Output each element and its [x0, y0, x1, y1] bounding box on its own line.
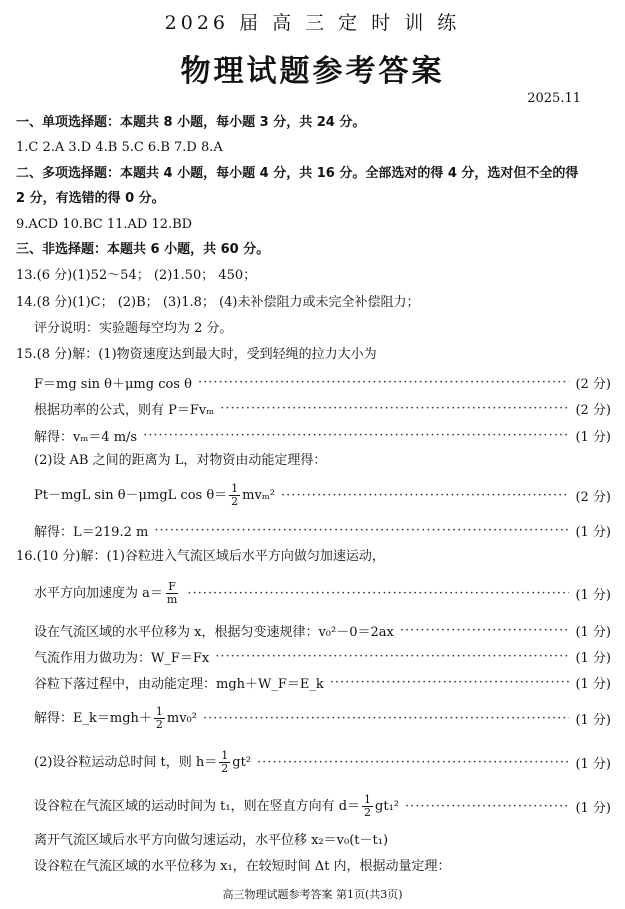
fraction-numerator: 1: [155, 704, 163, 718]
leader-dots: [281, 488, 569, 503]
step-text: F＝mg sin θ＋μmg cos θ: [34, 376, 192, 392]
page-footer: 高三物理试题参考答案 第1页(共3页): [222, 888, 403, 901]
equation-left: (2)设谷粒运动总时间 t，则 h＝: [34, 754, 218, 770]
leader-dots: [257, 755, 569, 770]
leader-dots: [330, 675, 570, 690]
q15-step1: [34, 372, 611, 392]
q16-step6: [34, 746, 611, 778]
step-score: (1 分): [575, 800, 611, 816]
step-score: (2 分): [575, 402, 611, 418]
q15-step5: [34, 520, 611, 540]
exam-title: 2026 届 高 三 定 时 训 练: [164, 12, 461, 34]
fraction-f-over-m: [165, 581, 179, 606]
leader-dots: [154, 523, 569, 538]
leader-dots: [215, 649, 569, 664]
q16-step4: [34, 672, 611, 692]
fraction-half: [362, 794, 373, 819]
q16-step7: [34, 790, 611, 822]
equation-right: mvₘ²: [242, 487, 276, 503]
step-score: (1 分): [575, 429, 611, 445]
step-text: 谷粒下落过程中，由动能定理：mgh＋W_F＝E_k: [34, 676, 324, 692]
q16-step5: [34, 702, 611, 734]
q15-step2: [34, 398, 611, 418]
q16-step2: [34, 620, 611, 640]
q15-intro: 15.(8 分)解：(1)物资速度达到最大时，受到轻绳的拉力大小为: [16, 347, 377, 362]
fraction-numerator: 1: [364, 792, 372, 806]
q14-note: 评分说明：实验题每空均为 2 分。: [34, 321, 233, 336]
step-text: [34, 794, 399, 819]
step-score: (1 分): [575, 756, 611, 772]
fraction-denominator: 2: [231, 494, 239, 508]
section1-answers: 1.C 2.A 3.D 4.B 5.C 6.B 7.D 8.A: [16, 140, 223, 155]
fraction-denominator: 2: [155, 717, 163, 731]
document-date: 2025.11: [527, 91, 581, 106]
fraction-denominator: 2: [364, 805, 372, 819]
step-text: [34, 750, 251, 775]
q16-intro: 16.(10 分)解：(1)谷粒进入气流区域后水平方向做匀加速运动，: [16, 549, 385, 564]
step-text: [34, 706, 197, 731]
equation-left: 水平方向加速度为 a＝: [34, 585, 163, 601]
q15-part2-intro: (2)设 AB 之间的距离为 L，对物资由动能定理得：: [34, 453, 327, 468]
section2-heading-line1: 二、多项选择题：本题共 4 小题，每小题 4 分，共 16 分。全部选对的得 4 分，选对但不全的得: [16, 166, 579, 181]
q14-answer: 14.(8 分)(1)C； (2)B； (3)1.8； (4)未补偿阻力或未完全补偿阻力；: [16, 295, 420, 310]
section1-heading: 一、单项选择题：本题共 8 小题，每小题 3 分，共 24 分。: [16, 115, 366, 130]
equation-right: gt²: [232, 754, 252, 770]
step-score: (1 分): [575, 712, 611, 728]
step-score: (1 分): [575, 676, 611, 692]
document-title: 物理试题参考答案: [180, 54, 445, 89]
step-text: 设在气流区域的水平位移为 x，根据匀变速规律：v₀²－0＝2ax: [34, 624, 394, 640]
section2-answers: 9.ACD 10.BC 11.AD 12.BD: [16, 217, 193, 232]
step-text: 解得：L＝219.2 m: [34, 524, 149, 540]
fraction-half: [229, 483, 240, 508]
step-text: [34, 483, 275, 508]
q16-step3: [34, 646, 611, 666]
fraction-denominator: m: [166, 592, 178, 606]
step-text: 解得：vₘ＝4 m/s: [34, 429, 138, 445]
leader-dots: [203, 711, 569, 726]
q16-step1: [34, 576, 611, 610]
leader-dots: [187, 586, 569, 601]
fraction-half: [219, 750, 230, 775]
equation-left: Pt－mgL sin θ－μmgL cos θ＝: [34, 487, 228, 503]
q15-step3: [34, 425, 611, 445]
step-score: (1 分): [575, 624, 611, 640]
step-text: [34, 581, 181, 606]
step-score: (1 分): [575, 650, 611, 666]
step-text: 气流作用力做功为：W_F＝Fx: [34, 650, 210, 666]
q13-answer: 13.(6 分)(1)52～54； (2)1.50； 450；: [16, 268, 257, 283]
q15-step4: [34, 480, 611, 510]
equation-right: mv₀²: [166, 710, 197, 726]
q16-step8: 离开气流区域后水平方向做匀速运动，水平位移 x₂＝v₀(t－t₁): [34, 833, 389, 848]
step-score: (1 分): [575, 524, 611, 540]
leader-dots: [400, 623, 570, 638]
equation-right: gt₁²: [375, 798, 399, 814]
fraction-numerator: 1: [221, 748, 229, 762]
fraction-numerator: 1: [231, 481, 239, 495]
q16-step9: 设谷粒在气流区域的水平位移为 x₁，在较短时间 Δt 内，根据动量定理：: [34, 859, 451, 874]
step-score: (1 分): [575, 587, 611, 603]
step-text: 根据功率的公式，则有 P＝Fvₘ: [34, 402, 215, 418]
fraction-half: [154, 706, 165, 731]
leader-dots: [405, 799, 569, 814]
leader-dots: [143, 428, 569, 443]
step-score: (2 分): [575, 489, 611, 505]
section3-heading: 三、非选择题：本题共 6 小题，共 60 分。: [16, 242, 270, 257]
step-score: (2 分): [575, 376, 611, 392]
fraction-numerator: F: [168, 579, 176, 593]
fraction-denominator: 2: [221, 761, 229, 775]
leader-dots: [198, 375, 570, 390]
leader-dots: [220, 401, 569, 416]
equation-left: 解得：E_k＝mgh＋: [34, 710, 152, 726]
section2-heading-line2: 2 分，有选错的得 0 分。: [16, 191, 165, 206]
equation-left: 设谷粒在气流区域的运动时间为 t₁，则在竖直方向有 d＝: [34, 798, 361, 814]
